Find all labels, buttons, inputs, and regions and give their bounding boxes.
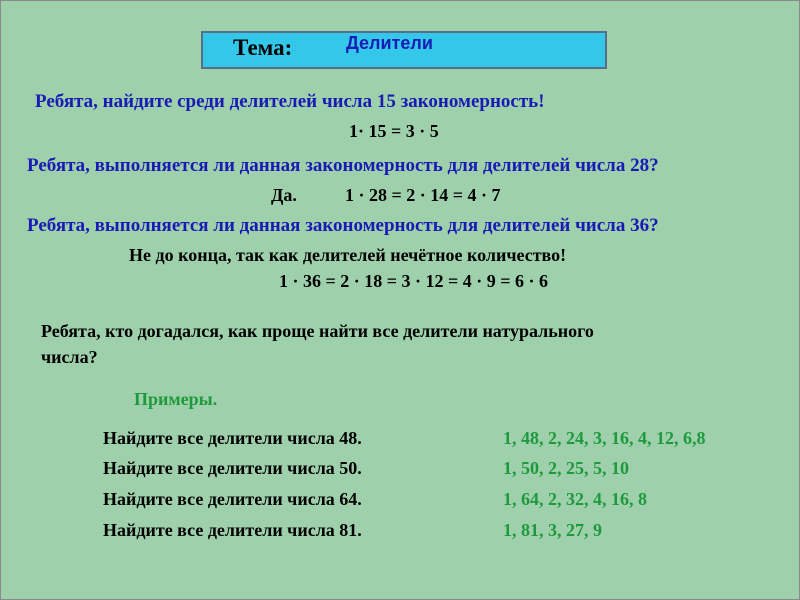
example-task-50: Найдите все делители числа 50. — [103, 458, 362, 478]
answer-36: Не до конца, так как делителей нечётное количество! — [129, 245, 567, 265]
example-task-48: Найдите все делители числа 48. — [103, 428, 362, 448]
question-36: Ребята, выполняется ли данная закономерность для делителей числа 36? — [27, 215, 659, 236]
equation-15: 1· 15 = 3 · 5 — [349, 121, 439, 141]
question-28: Ребята, выполняется ли данная закономерность для делителей числа 28? — [27, 155, 659, 176]
equation-28: 1 · 28 = 2 · 14 = 4 · 7 — [345, 185, 501, 205]
question-15: Ребята, найдите среди делителей числа 15 закономерность! — [35, 91, 545, 112]
example-answer-48: 1, 48, 2, 24, 3, 16, 4, 12, 6,8 — [503, 428, 706, 448]
topic-value: Делители — [346, 33, 433, 53]
question-line-1: Ребята, кто догадался, как проще найти все делители натурального — [41, 321, 594, 341]
example-answer-81: 1, 81, 3, 27, 9 — [503, 520, 602, 540]
example-answer-64: 1, 64, 2, 32, 4, 16, 8 — [503, 489, 647, 509]
equation-36: 1 · 36 = 2 · 18 = 3 · 12 = 4 · 9 = 6 · 6 — [279, 271, 549, 291]
example-answer-50: 1, 50, 2, 25, 5, 10 — [503, 458, 629, 478]
question-line-2: числа? — [41, 347, 98, 367]
topic-label: Тема: — [233, 35, 293, 60]
answer-28: Да. — [271, 185, 297, 205]
examples-label: Примеры. — [134, 389, 218, 409]
example-task-64: Найдите все делители числа 64. — [103, 489, 362, 509]
example-task-81: Найдите все делители числа 81. — [103, 520, 362, 540]
